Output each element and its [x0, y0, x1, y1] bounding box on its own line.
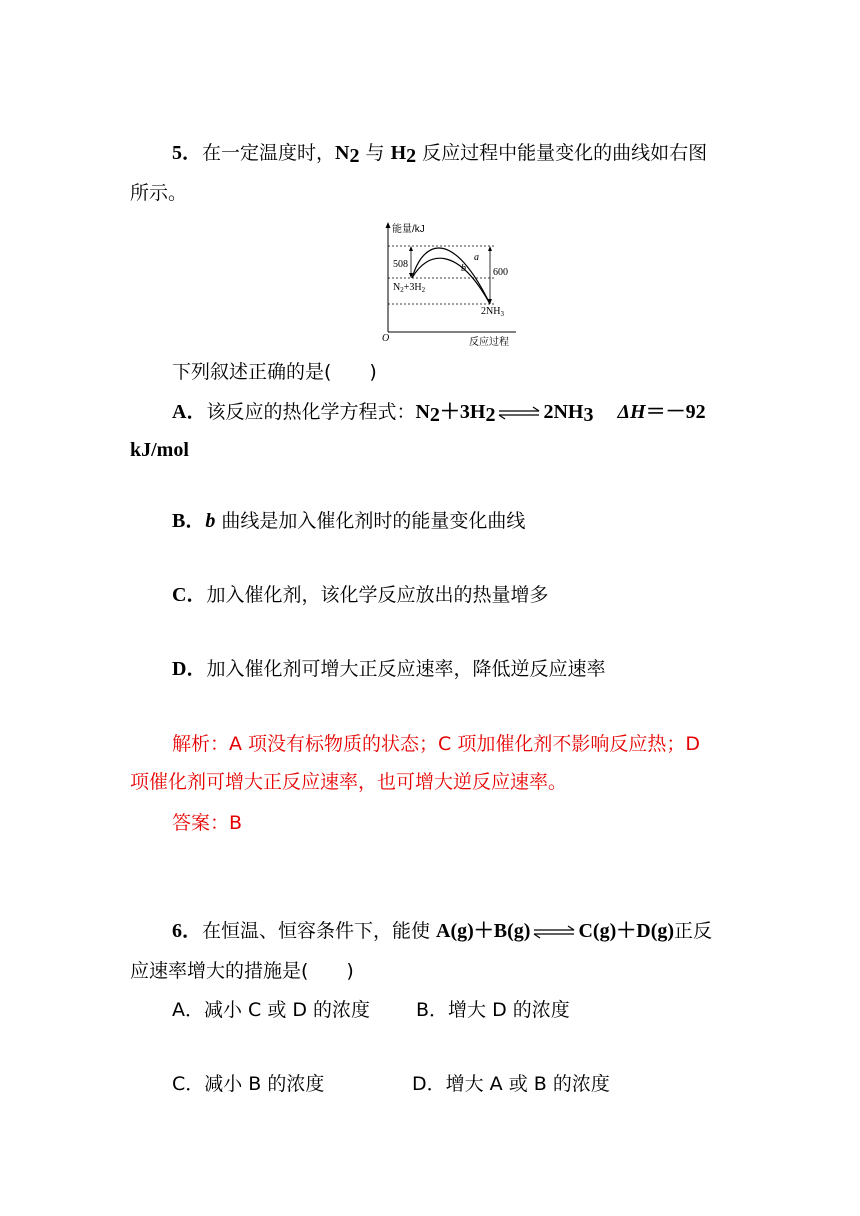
- q6-option-b: B．增大 D 的浓度: [416, 999, 570, 1021]
- option-a-label: A．: [172, 401, 207, 423]
- label-508: 508: [393, 259, 408, 270]
- q5-option-a: [172, 399, 782, 425]
- y-axis-arrow-icon: [386, 222, 391, 228]
- n2-subscript: 2: [349, 145, 360, 167]
- h2-subscript: 2: [406, 145, 417, 167]
- q6-option-c: C．减小 B 的浓度: [172, 1073, 325, 1095]
- q5-option-d: [172, 656, 782, 682]
- analysis-line1: 解析：A 项没有标物质的状态；C 项加催化剂不影响反应热；D: [172, 733, 700, 755]
- curve-a-label: a: [474, 252, 479, 263]
- eq-plus-h: ＋3H: [439, 401, 486, 423]
- option-b-label: B．: [172, 510, 206, 532]
- q6-stem-text: 在恒温、恒容条件下，能使: [202, 920, 437, 942]
- label-600: 600: [493, 267, 508, 278]
- analysis-line2: 项催化剂可增大正反应速率，也可增大逆反应速率。: [130, 771, 568, 793]
- x-axis-label: 反应过程: [469, 337, 509, 348]
- option-d-label: D．: [172, 658, 207, 680]
- product-label: $2NH_3$: [481, 306, 504, 318]
- q5-prompt: 下列叙述正确的是( ): [172, 361, 377, 383]
- option-c-label: C．: [172, 584, 207, 606]
- q5-number: 5．: [172, 142, 202, 164]
- arrow-508-up-icon: [409, 246, 413, 251]
- q6-number: 6．: [172, 920, 202, 942]
- option-b-text: 曲线是加入催化剂时的能量变化曲线: [215, 510, 526, 532]
- h2-symbol: H: [390, 142, 407, 164]
- q5-option-c: [172, 582, 782, 608]
- q6-stem-text-b: 正反: [674, 920, 713, 942]
- q6-stem-line2: 应速率增大的措施是( ): [130, 960, 354, 982]
- y-axis-label: 能量/kJ: [392, 224, 425, 235]
- q5-stem-line1: [172, 140, 782, 166]
- n2-symbol: N: [335, 142, 350, 164]
- eq-sub3: 3: [583, 404, 594, 426]
- curve-b: [412, 258, 490, 304]
- q6-option-d: D．增大 A 或 B 的浓度: [412, 1073, 610, 1095]
- option-a-unit: kJ/mol: [130, 439, 189, 461]
- option-a-text: 该反应的热化学方程式：: [206, 401, 416, 423]
- option-b-curve: b: [205, 510, 216, 532]
- q5-stem-line2: 所示。: [130, 182, 188, 204]
- q6-stem-line1: [172, 918, 782, 944]
- q5-stem-text: 在一定温度时，: [202, 142, 336, 164]
- q5-connector: 与: [359, 142, 391, 164]
- q6-option-a: A．减小 C 或 D 的浓度: [172, 999, 371, 1021]
- answer: 答案：B: [172, 812, 243, 834]
- option-d-text: 加入催化剂可增大正反应速率，降低逆反应速率: [206, 658, 606, 680]
- curve-b-label: b: [461, 263, 466, 274]
- delta-h-value: ＝－92: [645, 401, 706, 423]
- reactant-label: $N_2+3H_2$: [393, 282, 426, 294]
- q5-stem-text-b: 反应过程中能量变化的曲线如右图: [416, 142, 708, 164]
- q6-eq-left: A(g)＋B(g): [436, 920, 531, 942]
- eq-n: N: [415, 401, 430, 423]
- eq-sub1: 2: [429, 404, 440, 426]
- delta-h: ΔH: [617, 401, 646, 423]
- arrow-600-up-icon: [488, 246, 492, 251]
- energy-diagram: [378, 220, 524, 348]
- equilibrium-arrow-icon: [532, 925, 576, 939]
- q6-eq-right: C(g)＋D(g): [578, 920, 675, 942]
- equilibrium-arrow-icon: [497, 406, 541, 420]
- q5-option-b: [172, 508, 782, 534]
- eq-nh: 2NH: [543, 401, 584, 423]
- origin-label: O: [382, 333, 390, 344]
- option-c-text: 加入催化剂，该化学反应放出的热量增多: [206, 584, 549, 606]
- eq-sub2: 2: [485, 404, 496, 426]
